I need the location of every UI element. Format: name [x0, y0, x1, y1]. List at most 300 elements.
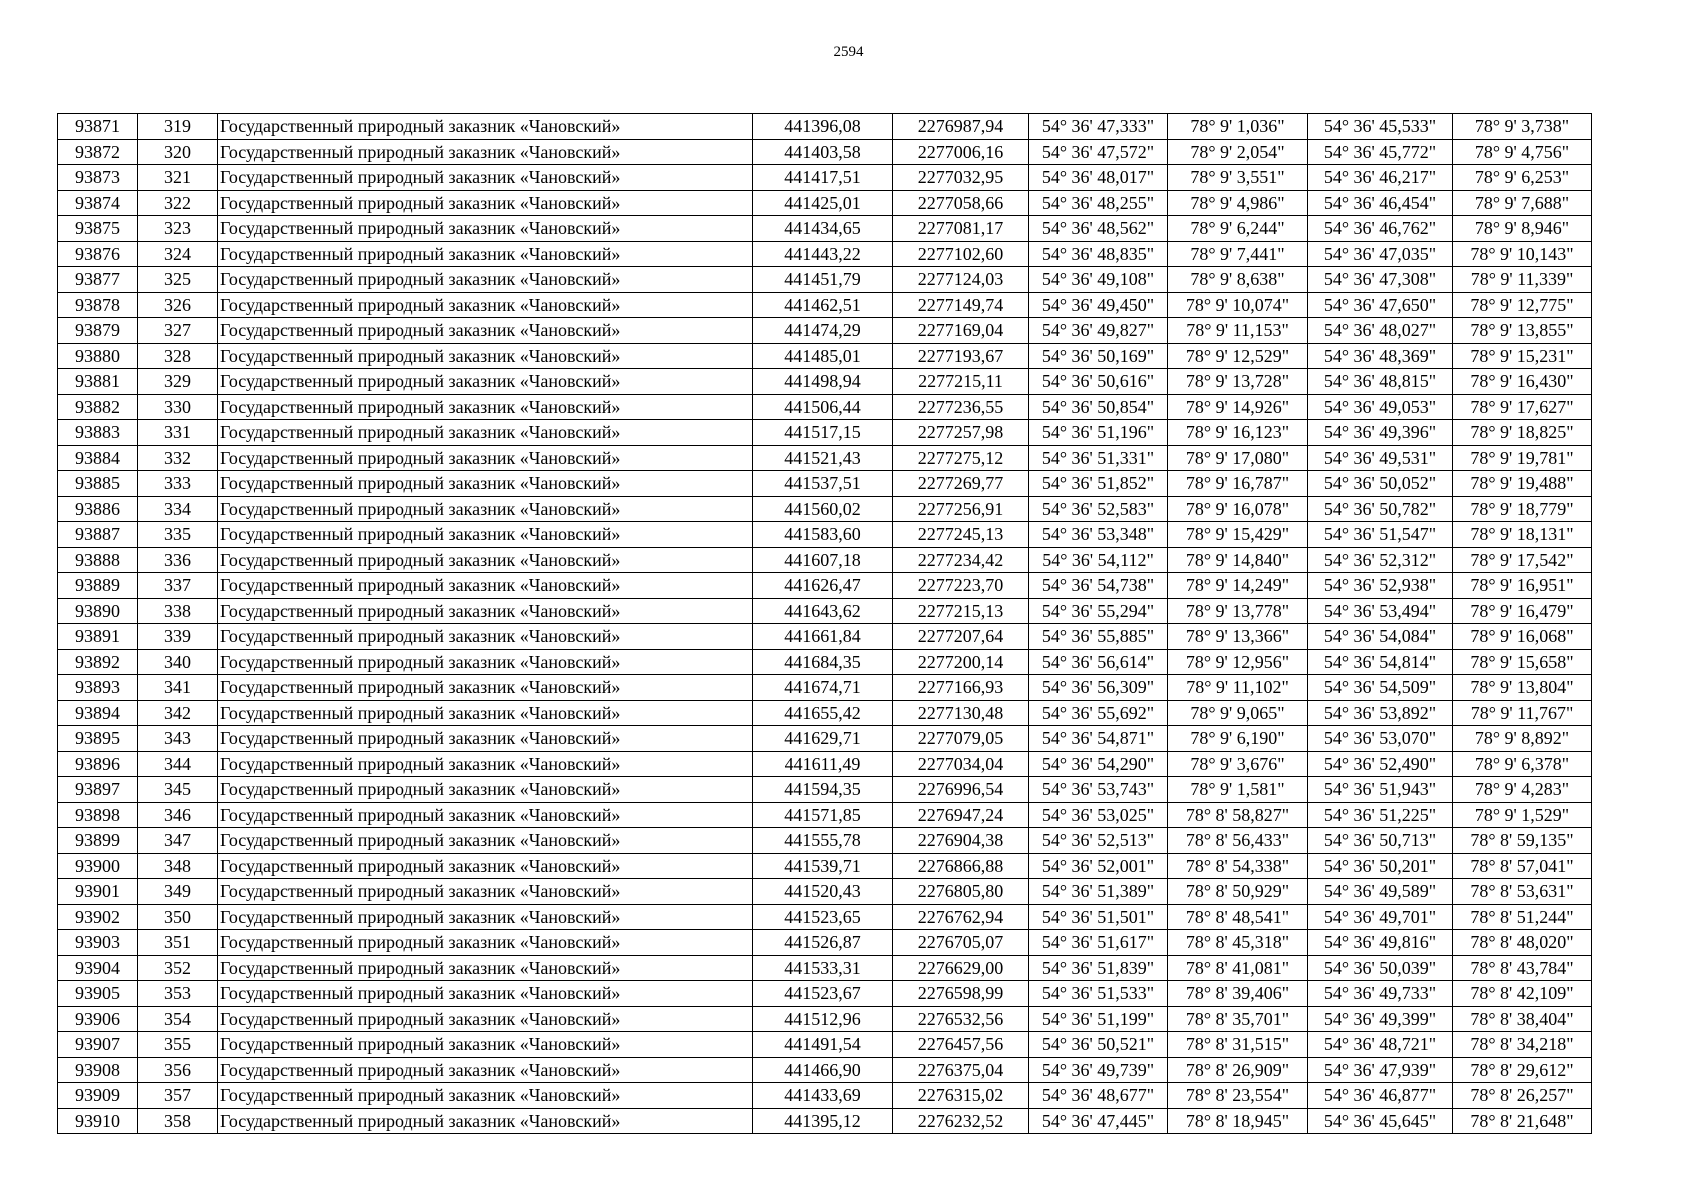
latitude-2-cell: 54° 36' 52,312" — [1308, 547, 1453, 573]
object-name-cell: Государственный природный заказник «Чановский» — [218, 496, 753, 522]
point-number-cell: 335 — [138, 522, 218, 548]
table-row — [58, 624, 1592, 650]
longitude-1-cell: 78° 9' 8,638" — [1168, 267, 1308, 293]
longitude-1-cell: 78° 9' 14,840" — [1168, 547, 1308, 573]
longitude-2-cell: 78° 9' 15,231" — [1453, 343, 1592, 369]
table-row — [58, 700, 1592, 726]
point-number-cell: 339 — [138, 624, 218, 650]
table-row — [58, 292, 1592, 318]
object-name-cell: Государственный природный заказник «Чановский» — [218, 751, 753, 777]
latitude-2-cell: 54° 36' 50,782" — [1308, 496, 1453, 522]
record-id-cell: 93871 — [58, 114, 138, 140]
latitude-2-cell: 54° 36' 46,762" — [1308, 216, 1453, 242]
point-number-cell: 334 — [138, 496, 218, 522]
longitude-1-cell: 78° 9' 11,102" — [1168, 675, 1308, 701]
y-coordinate-cell: 2277032,95 — [893, 165, 1029, 191]
longitude-2-cell: 78° 9' 8,892" — [1453, 726, 1592, 752]
longitude-1-cell: 78° 8' 50,929" — [1168, 879, 1308, 905]
x-coordinate-cell: 441571,85 — [753, 802, 893, 828]
latitude-1-cell: 54° 36' 51,501" — [1029, 904, 1168, 930]
record-id-cell: 93873 — [58, 165, 138, 191]
record-id-cell: 93882 — [58, 394, 138, 420]
x-coordinate-cell: 441443,22 — [753, 241, 893, 267]
coordinates-table — [57, 113, 1592, 1134]
object-name-cell: Государственный природный заказник «Чановский» — [218, 190, 753, 216]
latitude-2-cell: 54° 36' 53,070" — [1308, 726, 1453, 752]
record-id-cell: 93893 — [58, 675, 138, 701]
longitude-1-cell: 78° 8' 26,909" — [1168, 1057, 1308, 1083]
latitude-1-cell: 54° 36' 48,255" — [1029, 190, 1168, 216]
latitude-2-cell: 54° 36' 53,494" — [1308, 598, 1453, 624]
object-name-cell: Государственный природный заказник «Чановский» — [218, 1032, 753, 1058]
longitude-1-cell: 78° 8' 23,554" — [1168, 1083, 1308, 1109]
longitude-2-cell: 78° 9' 13,855" — [1453, 318, 1592, 344]
object-name-cell: Государственный природный заказник «Чановский» — [218, 981, 753, 1007]
record-id-cell: 93897 — [58, 777, 138, 803]
latitude-1-cell: 54° 36' 49,108" — [1029, 267, 1168, 293]
x-coordinate-cell: 441537,51 — [753, 471, 893, 497]
x-coordinate-cell: 441485,01 — [753, 343, 893, 369]
x-coordinate-cell: 441498,94 — [753, 369, 893, 395]
longitude-1-cell: 78° 9' 12,529" — [1168, 343, 1308, 369]
longitude-2-cell: 78° 8' 43,784" — [1453, 955, 1592, 981]
y-coordinate-cell: 2276987,94 — [893, 114, 1029, 140]
y-coordinate-cell: 2276598,99 — [893, 981, 1029, 1007]
longitude-1-cell: 78° 9' 16,078" — [1168, 496, 1308, 522]
y-coordinate-cell: 2277130,48 — [893, 700, 1029, 726]
latitude-1-cell: 54° 36' 56,614" — [1029, 649, 1168, 675]
y-coordinate-cell: 2276629,00 — [893, 955, 1029, 981]
object-name-cell: Государственный природный заказник «Чановский» — [218, 879, 753, 905]
longitude-2-cell: 78° 9' 3,738" — [1453, 114, 1592, 140]
x-coordinate-cell: 441512,96 — [753, 1006, 893, 1032]
record-id-cell: 93886 — [58, 496, 138, 522]
latitude-2-cell: 54° 36' 53,892" — [1308, 700, 1453, 726]
point-number-cell: 350 — [138, 904, 218, 930]
point-number-cell: 341 — [138, 675, 218, 701]
y-coordinate-cell: 2277245,13 — [893, 522, 1029, 548]
longitude-1-cell: 78° 9' 13,728" — [1168, 369, 1308, 395]
longitude-2-cell: 78° 8' 29,612" — [1453, 1057, 1592, 1083]
longitude-1-cell: 78° 9' 16,123" — [1168, 420, 1308, 446]
latitude-2-cell: 54° 36' 50,713" — [1308, 828, 1453, 854]
point-number-cell: 343 — [138, 726, 218, 752]
record-id-cell: 93879 — [58, 318, 138, 344]
latitude-2-cell: 54° 36' 51,547" — [1308, 522, 1453, 548]
longitude-1-cell: 78° 9' 15,429" — [1168, 522, 1308, 548]
longitude-2-cell: 78° 9' 7,688" — [1453, 190, 1592, 216]
point-number-cell: 357 — [138, 1083, 218, 1109]
longitude-1-cell: 78° 9' 11,153" — [1168, 318, 1308, 344]
longitude-2-cell: 78° 9' 6,253" — [1453, 165, 1592, 191]
longitude-2-cell: 78° 8' 59,135" — [1453, 828, 1592, 854]
longitude-2-cell: 78° 8' 34,218" — [1453, 1032, 1592, 1058]
latitude-1-cell: 54° 36' 55,885" — [1029, 624, 1168, 650]
latitude-1-cell: 54° 36' 51,852" — [1029, 471, 1168, 497]
object-name-cell: Государственный природный заказник «Чановский» — [218, 955, 753, 981]
x-coordinate-cell: 441539,71 — [753, 853, 893, 879]
longitude-1-cell: 78° 9' 9,065" — [1168, 700, 1308, 726]
latitude-2-cell: 54° 36' 52,938" — [1308, 573, 1453, 599]
object-name-cell: Государственный природный заказник «Чановский» — [218, 471, 753, 497]
longitude-2-cell: 78° 9' 16,068" — [1453, 624, 1592, 650]
latitude-1-cell: 54° 36' 53,743" — [1029, 777, 1168, 803]
longitude-2-cell: 78° 8' 53,631" — [1453, 879, 1592, 905]
page-number: 2594 — [833, 44, 864, 60]
x-coordinate-cell: 441433,69 — [753, 1083, 893, 1109]
latitude-2-cell: 54° 36' 49,399" — [1308, 1006, 1453, 1032]
point-number-cell: 351 — [138, 930, 218, 956]
table-row — [58, 114, 1592, 140]
y-coordinate-cell: 2277269,77 — [893, 471, 1029, 497]
x-coordinate-cell: 441560,02 — [753, 496, 893, 522]
longitude-1-cell: 78° 9' 14,926" — [1168, 394, 1308, 420]
object-name-cell: Государственный природный заказник «Чановский» — [218, 930, 753, 956]
x-coordinate-cell: 441643,62 — [753, 598, 893, 624]
latitude-2-cell: 54° 36' 49,053" — [1308, 394, 1453, 420]
y-coordinate-cell: 2277169,04 — [893, 318, 1029, 344]
latitude-1-cell: 54° 36' 55,294" — [1029, 598, 1168, 624]
latitude-2-cell: 54° 36' 54,084" — [1308, 624, 1453, 650]
y-coordinate-cell: 2277257,98 — [893, 420, 1029, 446]
y-coordinate-cell: 2276866,88 — [893, 853, 1029, 879]
table-row — [58, 879, 1592, 905]
x-coordinate-cell: 441555,78 — [753, 828, 893, 854]
point-number-cell: 353 — [138, 981, 218, 1007]
point-number-cell: 322 — [138, 190, 218, 216]
object-name-cell: Государственный природный заказник «Чановский» — [218, 1108, 753, 1134]
x-coordinate-cell: 441425,01 — [753, 190, 893, 216]
object-name-cell: Государственный природный заказник «Чановский» — [218, 114, 753, 140]
x-coordinate-cell: 441517,15 — [753, 420, 893, 446]
x-coordinate-cell: 441655,42 — [753, 700, 893, 726]
record-id-cell: 93901 — [58, 879, 138, 905]
record-id-cell: 93878 — [58, 292, 138, 318]
table-row — [58, 547, 1592, 573]
longitude-1-cell: 78° 9' 2,054" — [1168, 139, 1308, 165]
longitude-1-cell: 78° 9' 6,244" — [1168, 216, 1308, 242]
latitude-2-cell: 54° 36' 51,943" — [1308, 777, 1453, 803]
table-row — [58, 955, 1592, 981]
y-coordinate-cell: 2277166,93 — [893, 675, 1029, 701]
table-row — [58, 318, 1592, 344]
table-row — [58, 394, 1592, 420]
longitude-2-cell: 78° 9' 18,825" — [1453, 420, 1592, 446]
object-name-cell: Государственный природный заказник «Чановский» — [218, 649, 753, 675]
latitude-1-cell: 54° 36' 48,017" — [1029, 165, 1168, 191]
longitude-2-cell: 78° 9' 18,779" — [1453, 496, 1592, 522]
object-name-cell: Государственный природный заказник «Чановский» — [218, 292, 753, 318]
longitude-1-cell: 78° 9' 4,986" — [1168, 190, 1308, 216]
x-coordinate-cell: 441520,43 — [753, 879, 893, 905]
point-number-cell: 338 — [138, 598, 218, 624]
x-coordinate-cell: 441491,54 — [753, 1032, 893, 1058]
latitude-1-cell: 54° 36' 51,199" — [1029, 1006, 1168, 1032]
latitude-1-cell: 54° 36' 49,450" — [1029, 292, 1168, 318]
point-number-cell: 346 — [138, 802, 218, 828]
longitude-1-cell: 78° 9' 6,190" — [1168, 726, 1308, 752]
latitude-2-cell: 54° 36' 45,772" — [1308, 139, 1453, 165]
longitude-1-cell: 78° 9' 1,581" — [1168, 777, 1308, 803]
x-coordinate-cell: 441674,71 — [753, 675, 893, 701]
longitude-1-cell: 78° 8' 54,338" — [1168, 853, 1308, 879]
latitude-2-cell: 54° 36' 49,531" — [1308, 445, 1453, 471]
point-number-cell: 333 — [138, 471, 218, 497]
record-id-cell: 93884 — [58, 445, 138, 471]
longitude-2-cell: 78° 8' 26,257" — [1453, 1083, 1592, 1109]
record-id-cell: 93880 — [58, 343, 138, 369]
table-row — [58, 981, 1592, 1007]
object-name-cell: Государственный природный заказник «Чановский» — [218, 547, 753, 573]
latitude-1-cell: 54° 36' 51,331" — [1029, 445, 1168, 471]
point-number-cell: 352 — [138, 955, 218, 981]
point-number-cell: 356 — [138, 1057, 218, 1083]
y-coordinate-cell: 2276805,80 — [893, 879, 1029, 905]
point-number-cell: 340 — [138, 649, 218, 675]
longitude-1-cell: 78° 9' 13,366" — [1168, 624, 1308, 650]
longitude-1-cell: 78° 8' 31,515" — [1168, 1032, 1308, 1058]
longitude-2-cell: 78° 8' 21,648" — [1453, 1108, 1592, 1134]
x-coordinate-cell: 441523,67 — [753, 981, 893, 1007]
record-id-cell: 93908 — [58, 1057, 138, 1083]
x-coordinate-cell: 441661,84 — [753, 624, 893, 650]
record-id-cell: 93907 — [58, 1032, 138, 1058]
latitude-2-cell: 54° 36' 50,052" — [1308, 471, 1453, 497]
longitude-1-cell: 78° 8' 35,701" — [1168, 1006, 1308, 1032]
y-coordinate-cell: 2277234,42 — [893, 547, 1029, 573]
latitude-2-cell: 54° 36' 47,939" — [1308, 1057, 1453, 1083]
object-name-cell: Государственный природный заказник «Чановский» — [218, 369, 753, 395]
longitude-2-cell: 78° 8' 42,109" — [1453, 981, 1592, 1007]
latitude-1-cell: 54° 36' 51,533" — [1029, 981, 1168, 1007]
object-name-cell: Государственный природный заказник «Чановский» — [218, 343, 753, 369]
x-coordinate-cell: 441434,65 — [753, 216, 893, 242]
point-number-cell: 349 — [138, 879, 218, 905]
y-coordinate-cell: 2276904,38 — [893, 828, 1029, 854]
latitude-2-cell: 54° 36' 48,369" — [1308, 343, 1453, 369]
latitude-1-cell: 54° 36' 50,169" — [1029, 343, 1168, 369]
table-row — [58, 1083, 1592, 1109]
x-coordinate-cell: 441611,49 — [753, 751, 893, 777]
table-row — [58, 343, 1592, 369]
table-body — [58, 114, 1592, 1134]
y-coordinate-cell: 2276457,56 — [893, 1032, 1029, 1058]
longitude-1-cell: 78° 8' 56,433" — [1168, 828, 1308, 854]
latitude-2-cell: 54° 36' 45,533" — [1308, 114, 1453, 140]
x-coordinate-cell: 441626,47 — [753, 573, 893, 599]
point-number-cell: 336 — [138, 547, 218, 573]
y-coordinate-cell: 2276532,56 — [893, 1006, 1029, 1032]
table-row — [58, 1108, 1592, 1134]
table-row — [58, 420, 1592, 446]
x-coordinate-cell: 441583,60 — [753, 522, 893, 548]
latitude-2-cell: 54° 36' 48,721" — [1308, 1032, 1453, 1058]
longitude-1-cell: 78° 8' 48,541" — [1168, 904, 1308, 930]
longitude-2-cell: 78° 9' 6,378" — [1453, 751, 1592, 777]
latitude-1-cell: 54° 36' 56,309" — [1029, 675, 1168, 701]
latitude-1-cell: 54° 36' 47,572" — [1029, 139, 1168, 165]
y-coordinate-cell: 2277256,91 — [893, 496, 1029, 522]
record-id-cell: 93876 — [58, 241, 138, 267]
object-name-cell: Государственный природный заказник «Чановский» — [218, 1057, 753, 1083]
latitude-1-cell: 54° 36' 54,738" — [1029, 573, 1168, 599]
longitude-1-cell: 78° 9' 7,441" — [1168, 241, 1308, 267]
y-coordinate-cell: 2277275,12 — [893, 445, 1029, 471]
record-id-cell: 93881 — [58, 369, 138, 395]
record-id-cell: 93909 — [58, 1083, 138, 1109]
record-id-cell: 93883 — [58, 420, 138, 446]
y-coordinate-cell: 2276947,24 — [893, 802, 1029, 828]
y-coordinate-cell: 2277058,66 — [893, 190, 1029, 216]
x-coordinate-cell: 441506,44 — [753, 394, 893, 420]
x-coordinate-cell: 441462,51 — [753, 292, 893, 318]
point-number-cell: 328 — [138, 343, 218, 369]
table-row — [58, 445, 1592, 471]
latitude-1-cell: 54° 36' 50,616" — [1029, 369, 1168, 395]
y-coordinate-cell: 2277200,14 — [893, 649, 1029, 675]
table-row — [58, 369, 1592, 395]
longitude-2-cell: 78° 9' 4,756" — [1453, 139, 1592, 165]
longitude-1-cell: 78° 9' 1,036" — [1168, 114, 1308, 140]
point-number-cell: 347 — [138, 828, 218, 854]
latitude-2-cell: 54° 36' 49,816" — [1308, 930, 1453, 956]
record-id-cell: 93904 — [58, 955, 138, 981]
latitude-2-cell: 54° 36' 49,589" — [1308, 879, 1453, 905]
y-coordinate-cell: 2276762,94 — [893, 904, 1029, 930]
latitude-2-cell: 54° 36' 46,877" — [1308, 1083, 1453, 1109]
record-id-cell: 93903 — [58, 930, 138, 956]
object-name-cell: Государственный природный заказник «Чановский» — [218, 573, 753, 599]
object-name-cell: Государственный природный заказник «Чановский» — [218, 1083, 753, 1109]
point-number-cell: 345 — [138, 777, 218, 803]
x-coordinate-cell: 441526,87 — [753, 930, 893, 956]
object-name-cell: Государственный природный заказник «Чановский» — [218, 802, 753, 828]
latitude-1-cell: 54° 36' 51,839" — [1029, 955, 1168, 981]
x-coordinate-cell: 441594,35 — [753, 777, 893, 803]
table-row — [58, 241, 1592, 267]
y-coordinate-cell: 2277236,55 — [893, 394, 1029, 420]
longitude-1-cell: 78° 9' 17,080" — [1168, 445, 1308, 471]
record-id-cell: 93894 — [58, 700, 138, 726]
table-row — [58, 777, 1592, 803]
point-number-cell: 326 — [138, 292, 218, 318]
point-number-cell: 320 — [138, 139, 218, 165]
x-coordinate-cell: 441451,79 — [753, 267, 893, 293]
point-number-cell: 354 — [138, 1006, 218, 1032]
object-name-cell: Государственный природный заказник «Чановский» — [218, 241, 753, 267]
y-coordinate-cell: 2276705,07 — [893, 930, 1029, 956]
object-name-cell: Государственный природный заказник «Чановский» — [218, 165, 753, 191]
latitude-1-cell: 54° 36' 52,001" — [1029, 853, 1168, 879]
y-coordinate-cell: 2277081,17 — [893, 216, 1029, 242]
latitude-1-cell: 54° 36' 50,521" — [1029, 1032, 1168, 1058]
table-row — [58, 802, 1592, 828]
record-id-cell: 93877 — [58, 267, 138, 293]
record-id-cell: 93887 — [58, 522, 138, 548]
x-coordinate-cell: 441607,18 — [753, 547, 893, 573]
table-row — [58, 751, 1592, 777]
table-row — [58, 216, 1592, 242]
y-coordinate-cell: 2276996,54 — [893, 777, 1029, 803]
latitude-1-cell: 54° 36' 51,617" — [1029, 930, 1168, 956]
longitude-1-cell: 78° 9' 10,074" — [1168, 292, 1308, 318]
latitude-1-cell: 54° 36' 52,583" — [1029, 496, 1168, 522]
latitude-2-cell: 54° 36' 52,490" — [1308, 751, 1453, 777]
latitude-1-cell: 54° 36' 54,112" — [1029, 547, 1168, 573]
object-name-cell: Государственный природный заказник «Чановский» — [218, 522, 753, 548]
longitude-2-cell: 78° 9' 13,804" — [1453, 675, 1592, 701]
latitude-2-cell: 54° 36' 51,225" — [1308, 802, 1453, 828]
latitude-2-cell: 54° 36' 47,650" — [1308, 292, 1453, 318]
longitude-2-cell: 78° 9' 19,781" — [1453, 445, 1592, 471]
longitude-1-cell: 78° 8' 58,827" — [1168, 802, 1308, 828]
object-name-cell: Государственный природный заказник «Чановский» — [218, 726, 753, 752]
record-id-cell: 93872 — [58, 139, 138, 165]
y-coordinate-cell: 2277215,11 — [893, 369, 1029, 395]
point-number-cell: 344 — [138, 751, 218, 777]
x-coordinate-cell: 441521,43 — [753, 445, 893, 471]
point-number-cell: 329 — [138, 369, 218, 395]
table-row — [58, 165, 1592, 191]
longitude-1-cell: 78° 8' 18,945" — [1168, 1108, 1308, 1134]
table-row — [58, 471, 1592, 497]
latitude-2-cell: 54° 36' 45,645" — [1308, 1108, 1453, 1134]
point-number-cell: 331 — [138, 420, 218, 446]
x-coordinate-cell: 441533,31 — [753, 955, 893, 981]
latitude-2-cell: 54° 36' 47,308" — [1308, 267, 1453, 293]
object-name-cell: Государственный природный заказник «Чановский» — [218, 394, 753, 420]
point-number-cell: 323 — [138, 216, 218, 242]
object-name-cell: Государственный природный заказник «Чановский» — [218, 853, 753, 879]
object-name-cell: Государственный природный заказник «Чановский» — [218, 700, 753, 726]
longitude-1-cell: 78° 8' 39,406" — [1168, 981, 1308, 1007]
table-row — [58, 522, 1592, 548]
object-name-cell: Государственный природный заказник «Чановский» — [218, 139, 753, 165]
object-name-cell: Государственный природный заказник «Чановский» — [218, 216, 753, 242]
record-id-cell: 93906 — [58, 1006, 138, 1032]
longitude-1-cell: 78° 9' 3,676" — [1168, 751, 1308, 777]
record-id-cell: 93902 — [58, 904, 138, 930]
longitude-2-cell: 78° 9' 10,143" — [1453, 241, 1592, 267]
object-name-cell: Государственный природный заказник «Чановский» — [218, 267, 753, 293]
y-coordinate-cell: 2277034,04 — [893, 751, 1029, 777]
point-number-cell: 324 — [138, 241, 218, 267]
latitude-1-cell: 54° 36' 51,196" — [1029, 420, 1168, 446]
record-id-cell: 93900 — [58, 853, 138, 879]
longitude-1-cell: 78° 9' 14,249" — [1168, 573, 1308, 599]
latitude-2-cell: 54° 36' 46,454" — [1308, 190, 1453, 216]
table-row — [58, 598, 1592, 624]
longitude-2-cell: 78° 9' 16,430" — [1453, 369, 1592, 395]
x-coordinate-cell: 441629,71 — [753, 726, 893, 752]
y-coordinate-cell: 2277215,13 — [893, 598, 1029, 624]
table-row — [58, 930, 1592, 956]
record-id-cell: 93896 — [58, 751, 138, 777]
object-name-cell: Государственный природный заказник «Чановский» — [218, 624, 753, 650]
table-row — [58, 190, 1592, 216]
longitude-2-cell: 78° 9' 12,775" — [1453, 292, 1592, 318]
longitude-2-cell: 78° 9' 18,131" — [1453, 522, 1592, 548]
record-id-cell: 93891 — [58, 624, 138, 650]
record-id-cell: 93910 — [58, 1108, 138, 1134]
table-row — [58, 267, 1592, 293]
record-id-cell: 93875 — [58, 216, 138, 242]
latitude-1-cell: 54° 36' 54,871" — [1029, 726, 1168, 752]
record-id-cell: 93895 — [58, 726, 138, 752]
object-name-cell: Государственный природный заказник «Чановский» — [218, 598, 753, 624]
y-coordinate-cell: 2277102,60 — [893, 241, 1029, 267]
latitude-1-cell: 54° 36' 47,445" — [1029, 1108, 1168, 1134]
